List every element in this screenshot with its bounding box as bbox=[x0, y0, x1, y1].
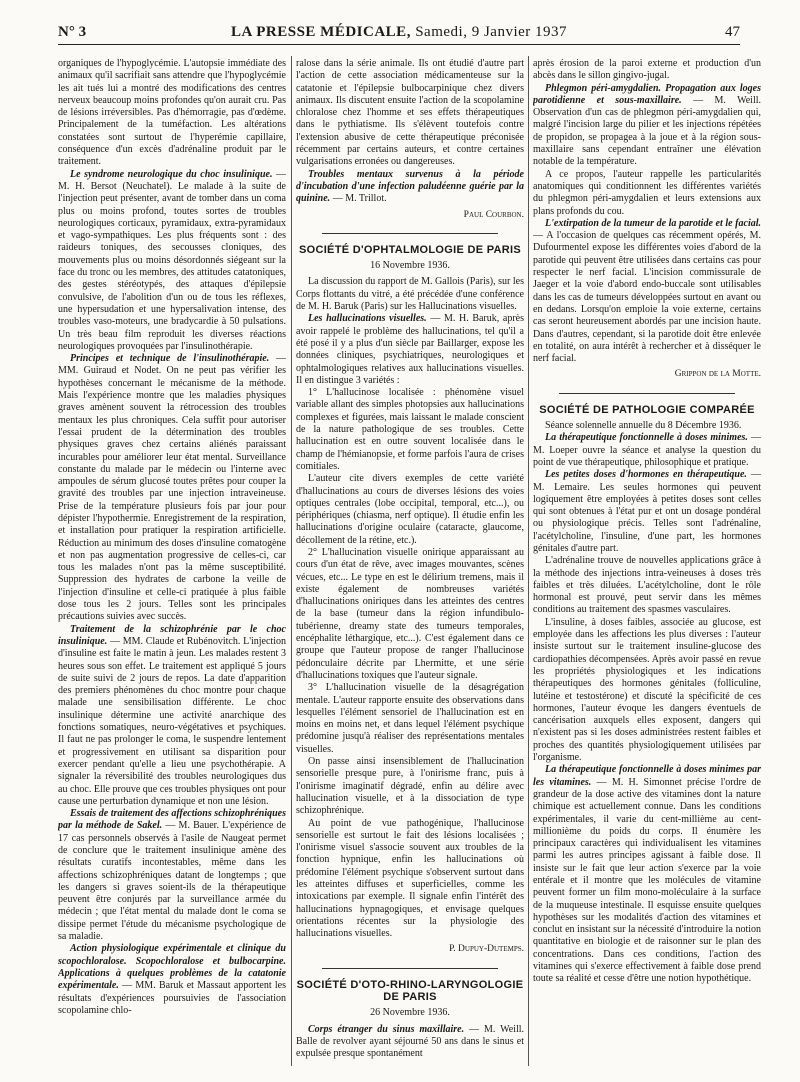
abstract-title: Essais de traitement des affections schizophréniques par la méthode de Sakel. bbox=[58, 808, 286, 832]
abstract-title: Les hallucinations visuelles. bbox=[308, 313, 427, 325]
section-heading: SOCIÉTÉ D'OTO-RHINO-LARYNGOLOGIE DE PARIS bbox=[296, 978, 524, 1004]
abstract bbox=[58, 624, 286, 808]
column-2 bbox=[296, 58, 524, 1066]
abstract bbox=[533, 432, 761, 469]
signature: Paul Courbon. bbox=[463, 209, 524, 220]
abstract bbox=[533, 83, 761, 169]
journal-name: LA PRESSE MÉDICALE, bbox=[230, 24, 411, 40]
session-date: 26 Novembre 1936. bbox=[370, 1007, 450, 1019]
abstract bbox=[58, 169, 286, 353]
abstract-body: — M. Loeper ouvre la séance et analyse la question du point de vue thérapeutique, philosophique et pratique. bbox=[533, 432, 761, 468]
paragraph: 3° L'hallucination visuelle de la désagrégation mentale. L'auteur rapporte ensuite des observations dans lesquelles l'élément sensoriel de l'hallucination est en moins en moins net, et dans lequel l'élément psychique prédomine jusqu'à réaliser des représentations mentales visuelles. bbox=[296, 682, 524, 755]
abstract-body: — MM. Guiraud et Nodet. On ne peut pas vérifier les hypothèses concernant le mécanisme de la méthode. Mais l'expérience montre que les maladies physiques graves amènent souvent la rétrocession des troubles mentaux les plus chroniques. Cela suffit pour autoriser l'essai prudent de la détermination des troubles physiques graves chez certains aliénés paraissant incurables pour améliorer leur état mental. Surveillance constante du malade par le médecin ou l'interne avec ampoules de sérum glucosé toutes prêtes pour couper la gravité des troubles par une injection intraveineuse. Prise de la température plusieurs fois par jour pour dépister l'hypothermie. Enregistrement de la respiration, et installation pour pratiquer la respiration artificielle. Réduction au minimum des doses d'insuline comatogène et non pas augmentation progressive de celles-ci, car tous les malades n'ont pas la même susceptibilité. Suppression des hydrates de carbone la veille de l'injection d'insuline et celle-ci pratiquée à plus faible dose tous les 2 jours. Telles sont les principales précautions suivies avec succès. bbox=[58, 353, 286, 623]
abstract bbox=[296, 169, 524, 206]
abstract-title: Phlegmon péri-amygdalien. Propagation aux loges parotidienne et sous-maxillaire. bbox=[533, 82, 761, 106]
page-number: 47 bbox=[725, 24, 740, 40]
column-1 bbox=[58, 58, 286, 1066]
abstract-body: — M. H. Baruk, après avoir rappelé le problème des hallucinations, tel qu'il a été posé il y a plus d'un siècle par Baillarger, expose les données cliniques, psychiatriques, neurologiques et ophtalmologiques relatives aux hallucinations visuelles. Il en distingue 3 variétés : bbox=[296, 313, 524, 386]
paragraph: L'insuline, à doses faibles, associée au glucose, est employée dans les affections les plus diverses : l'auteur insiste surtout sur le traitement insuline-glucose des cardiopathies décompensées. Après avoir passé en revue les propriétés physiologiques et les indications thérapeutiques des hormones génitales (folliculine, lutéine et testostérone) et discuté la spécificité de ces hormones, l'auteur évoque les dangers éventuels de cancérisation auxquels elles exposent, dangers qui n'existent pas si les doses administrées restent faibles et proches des quantités physiologiquement utilisées par l'organisme. bbox=[533, 616, 761, 764]
session-date: 16 Novembre 1936. bbox=[370, 260, 450, 272]
paragraph: après érosion de la paroi externe et production d'un abcès dans le sillon gingivo-jugal. bbox=[533, 58, 761, 82]
abstract-title: La thérapeutique fonctionnelle à doses minimes par les vitamines. bbox=[533, 764, 761, 788]
section-heading: SOCIÉTÉ DE PATHOLOGIE COMPARÉE bbox=[539, 403, 755, 416]
column-3 bbox=[533, 58, 761, 1066]
abstract-title: Le syndrome neurologique du choc insulinique. bbox=[70, 168, 273, 180]
abstract-body: — MM. Baruk et Massaut apportent les résultats d'expériences poursuivies de l'association scopolamine chlo- bbox=[58, 980, 286, 1016]
abstract-title: Troubles mentaux survenus à la période d'incubation d'une infection paludéenne guérie par la quinine. bbox=[296, 168, 524, 205]
abstract-body: — M. Lemaire. Les seules hormones qui peuvent logiquement être employées à petites doses sont celles qui sont obtenues à l'état pur et ont un dosage pondéral ou physiologique précis. Telles sont l'adrénaline, l'acétylcholine, l'insuline, d'une part, les hormones génitales d'autre part. bbox=[533, 469, 761, 554]
section-rule bbox=[559, 393, 735, 394]
paragraph: L'auteur cite divers exemples de cette variété d'hallucinations au cours de diverses lésions des voies optiques centrales (lobe occipital, temporal, etc...), ou périphériques (chiasma, nerf optique). Il étudie enfin les hallucinations d'origine oculaire (cataracte, glaucome, décollement de la rétine, etc.). bbox=[296, 473, 524, 546]
abstract-title: Les petites doses d'hormones en thérapeutique. bbox=[545, 469, 747, 481]
paragraph: L'adrénaline trouve de nouvelles applications grâce à la méthode des injections intra-veineuses à doses très faibles et très diluées. L'acétylcholine, dont le rôle hormonal est prouvé, peut servir dans les mêmes conditions au traitement des spasmes vasculaires. bbox=[533, 555, 761, 616]
paragraph: organiques de l'hypoglycémie. L'autopsie immédiate des animaux qu'il sacrifiait sans attendre que l'hypoglycémie les ait tués lui a montré des modifications des centres nerveux beaucoup moins profondes qu'on aurait cru. Pas de lésions irréversibles. Pas d'hémorragie, pas d'œdème. Principalement de la tuméfaction. Les altérations constatées sont surtout de l'hyperémie capillaire, conséquence d'un excès d'adrénaline produit par le traitement. bbox=[58, 58, 286, 168]
abstract bbox=[296, 1024, 524, 1061]
page-header bbox=[58, 22, 740, 45]
session-intro: Séance solennelle annuelle du 8 Décembre 1936. bbox=[545, 420, 742, 432]
paragraph: 1° L'hallucinose localisée : phénomène visuel variable allant des simples photopsies aux hallucinations complexes et figurées, mais laissant le malade conscient de la nature pathologique de ses troubles. Cette hallucination est en outre souvent localisée dans le champ de l'hémianopsie, et forme parfois l'aura de crises comitiales. bbox=[296, 387, 524, 472]
abstract-body: — M. H. Simonnet précise l'ordre de grandeur de la dose active des vitamines dont la nature chimique est actuellement connue. Dans les conditions expérimentales, il varie du cent-millième au cent-millionième du poids du corps. Il énumère les principaux caractères qui individualisent les vitamines parmi les autres principes agissant à faible dose. Il insiste sur le fait que leur action s'exerce par la voie entérale et il montre que les molécules de vitamine peuvent former un film mono-moléculaire à la surface de la muqueuse intestinale. Il esquisse ensuite quelques hypothèses sur les modalités d'action des vitamines et conclut en insistant sur la nécessité d'introduire la notion quantitative en biologie et de raisonner sur le plan des concentrations. Dans ces conditions, l'action des vitamines qui s'exerce effectivement à faible dose prend toute sa réalité et cesse d'être une notion hypothétique. bbox=[533, 776, 761, 985]
paragraph: A ce propos, l'auteur rappelle les particularités anatomiques qui conditionnent les différentes variétés du phlegmon péri-amygdalien et leurs extensions aux plans profonds du cou. bbox=[533, 168, 761, 217]
section-heading: SOCIÉTÉ D'OPHTALMOLOGIE DE PARIS bbox=[298, 243, 522, 256]
abstract-title: La thérapeutique fonctionnelle à doses minimes. bbox=[545, 432, 748, 444]
abstract bbox=[58, 943, 286, 1017]
abstract bbox=[58, 353, 286, 624]
abstract-body: — A l'occasion de quelques cas récemment opérés, M. Dufourmentel expose les différentes voies d'abord de la parotide qui peuvent être utilisées dans certains cas pour respecter le nerf facial. L'incision commissurale de Jaeger et la voie d'abord endo-buccale sont utilisables dans les cas de tumeurs développées surtout en avant ou en dedans. Lorsqu'on emploie la voie externe, certains cas seront heureusement abordés par une incision haute. Dans d'autres, cependant, si la parotide doit être enlevée en totalité, on aura intérêt à rechercher et à disséquer le nerf facial. bbox=[533, 230, 761, 365]
issue-date: Samedi, 9 Janvier 1937 bbox=[415, 24, 568, 40]
abstract-body: — M. Weill. Observation d'un cas de phlegmon péri-amygdalien qui, malgré l'incision large du pilier et les injections répétées de propidon, se propagea à la joue et à la région sous-maxillaire sans cependant entraîner une élévation notable de la température. bbox=[533, 94, 761, 168]
issue-number: N° 3 bbox=[58, 24, 87, 40]
column-divider bbox=[291, 56, 292, 1066]
abstract-body: — M. H. Bersot (Neuchatel). Le malade à la suite de l'injection peut présenter, avant de tomber dans un coma plus ou moins profond, toutes sortes de troubles neurologiques corticaux, pyramidaux, extra-pyramidaux et vago-sympathiques. Les plus fréquents sont : des raideurs toniques, des secousses cloniques, des mouvements plus ou moins désordonnés siégeant sur la face du tronc ou les membres, des attitudes catatoniques, des gestes stéréotypés, des attaques d'épilepsie convulsive, de l'abolition d'un ou de tous les réflexes, une hypersudation et une hypersalivation intense, des troubles vaso-moteurs, une bradycardie à 50 pulsations. Un très beau film reproduit les diverses réactions neurologiques provoquées par l'insulinothérapie. bbox=[58, 168, 286, 352]
abstract-title: Action physiologique expérimentale et clinique du scopochloralose. Scopochloralose et bulbocarpine. Applications à quelques problèmes de la catatonie expérimentale. bbox=[58, 943, 286, 992]
abstract-body: — M. Bauer. L'expérience de 17 cas personnels observés à l'asile de Naugeat permet de conclure que le traitement insulinique amène des résultats curatifs incontestables, même dans les affections schizophréniques datant de longtemps ; que les dangers si graves soient-ils de la thérapeutique peuvent être conjurés par la surveillance armée du médecin ; que l'état mental du malade dont le coma se dissipe permet l'étude du mécanisme psychologique de sa maladie. bbox=[58, 820, 286, 943]
paragraph: La discussion du rapport de M. Gallois (Paris), sur les Corps flottants du vitré, a été précédée d'une conférence de M. H. Baruk (Paris) sur les Hallucinations visuelles. bbox=[296, 276, 524, 313]
paragraph: On passe ainsi insensiblement de l'hallucination sensorielle presque pure, à l'onirisme franc, puis à l'onirisme imaginatif dégradé, enfin au délire avec hallucination visuelle, et à la dissociation de type schizophrénique. bbox=[296, 756, 524, 817]
abstract-body: — MM. Claude et Rubénovitch. L'injection d'insuline est faite le matin à jeun. Les malades restent 3 heures sous son effet. Le traitement est appliqué 5 jours de suite suivi de 2 jours de repos. La date d'apparition des premiers phénomènes du choc montre pour chaque malade une sensibilisation différente. Le choc insulinique détermine une activité anarchique des fonctions somatiques, neuro-végétatives et psychiques. Il faut ne pas prolonger le coma, le suspendre lentement et progressivement en utilisant sa disparition pour exercer pendant qu'elle a lieu une psychothérapie. A signaler la réversibilité des troubles neurologiques dus au choc. Elle prouve que ces troubles physiques ont pour cause une perturbation dynamique et non une lésion. bbox=[58, 635, 286, 807]
column-divider bbox=[528, 56, 529, 1066]
abstract bbox=[58, 808, 286, 943]
abstract bbox=[296, 313, 524, 387]
journal-title bbox=[58, 24, 740, 41]
paragraph: Au point de vue pathogénique, l'hallucinose sensorielle est surtout le fait des lésions localisées ; l'onirisme visuel s'associe souvent aux troubles de la fonction hypnique, enfin les hallucinations où prédomine l'élément psychique s'observent surtout dans les atteintes diffuses et superficielles, comme les intoxications par exemple. Il signale enfin l'intérêt des hallucinations hypnagogiques, et envisage quelques orientations récentes sur la physiologie des hallucinations visuelles. bbox=[296, 817, 524, 940]
abstract-title: L'extirpation de la tumeur de la parotide et le facial. bbox=[545, 217, 761, 229]
abstract-title: Corps étranger du sinus maxillaire. bbox=[308, 1023, 465, 1035]
paragraph: ralose dans la série animale. Ils ont étudié d'autre part l'action de cette association médicamenteuse sur la catatonie et l'épilepsie bulbocarpinique chez divers animaux. Ils discutent ensuite l'action de la scopolamine chloralose chez l'homme et ses effets thérapeutiques dans le pythiatisme. Ils s'élèvent toutefois contre l'extension abusive de cette thérapeutique préconisée récemment par certains auteurs, et contre certaines vulgarisations erronées ou dangereuses. bbox=[296, 58, 524, 168]
abstract bbox=[533, 764, 761, 985]
abstract-body: — M. Trillot. bbox=[332, 193, 387, 205]
signature: P. Dupuy-Dutemps. bbox=[449, 944, 524, 955]
section-rule bbox=[322, 233, 498, 234]
abstract-body: — M. Weill. Balle de revolver ayant séjourné 50 ans dans le sinus et expulsée presque spontanément bbox=[296, 1023, 524, 1060]
abstract bbox=[533, 218, 761, 366]
abstract bbox=[533, 469, 761, 555]
paragraph: 2° L'hallucination visuelle onirique apparaissant au cours d'un état de rêve, avec images mouvantes, scènes vécues, etc... Le type en est le délirium tremens, mais il existe également de nombreuses variétés d'hallucinations oniriques dans les atteintes des centres de la base (tumeur dans la région infundibulo-tubérienne, dreamy state des tumeurs temporales, encéphalite léthargique, etc...). C'est également dans ce groupe que l'auteur propose de ranger l'hallucinose pédonculaire décrite par Lhermitte, et une série d'hallucinations toxiques que l'auteur signale. bbox=[296, 546, 524, 681]
signature: Grippon de la Motte. bbox=[674, 369, 761, 380]
section-rule bbox=[322, 968, 498, 969]
abstract-title: Principes et technique de l'insulinothérapie. bbox=[70, 353, 270, 365]
abstract-title: Traitement de la schizophrénie par le choc insulinique. bbox=[58, 623, 286, 647]
